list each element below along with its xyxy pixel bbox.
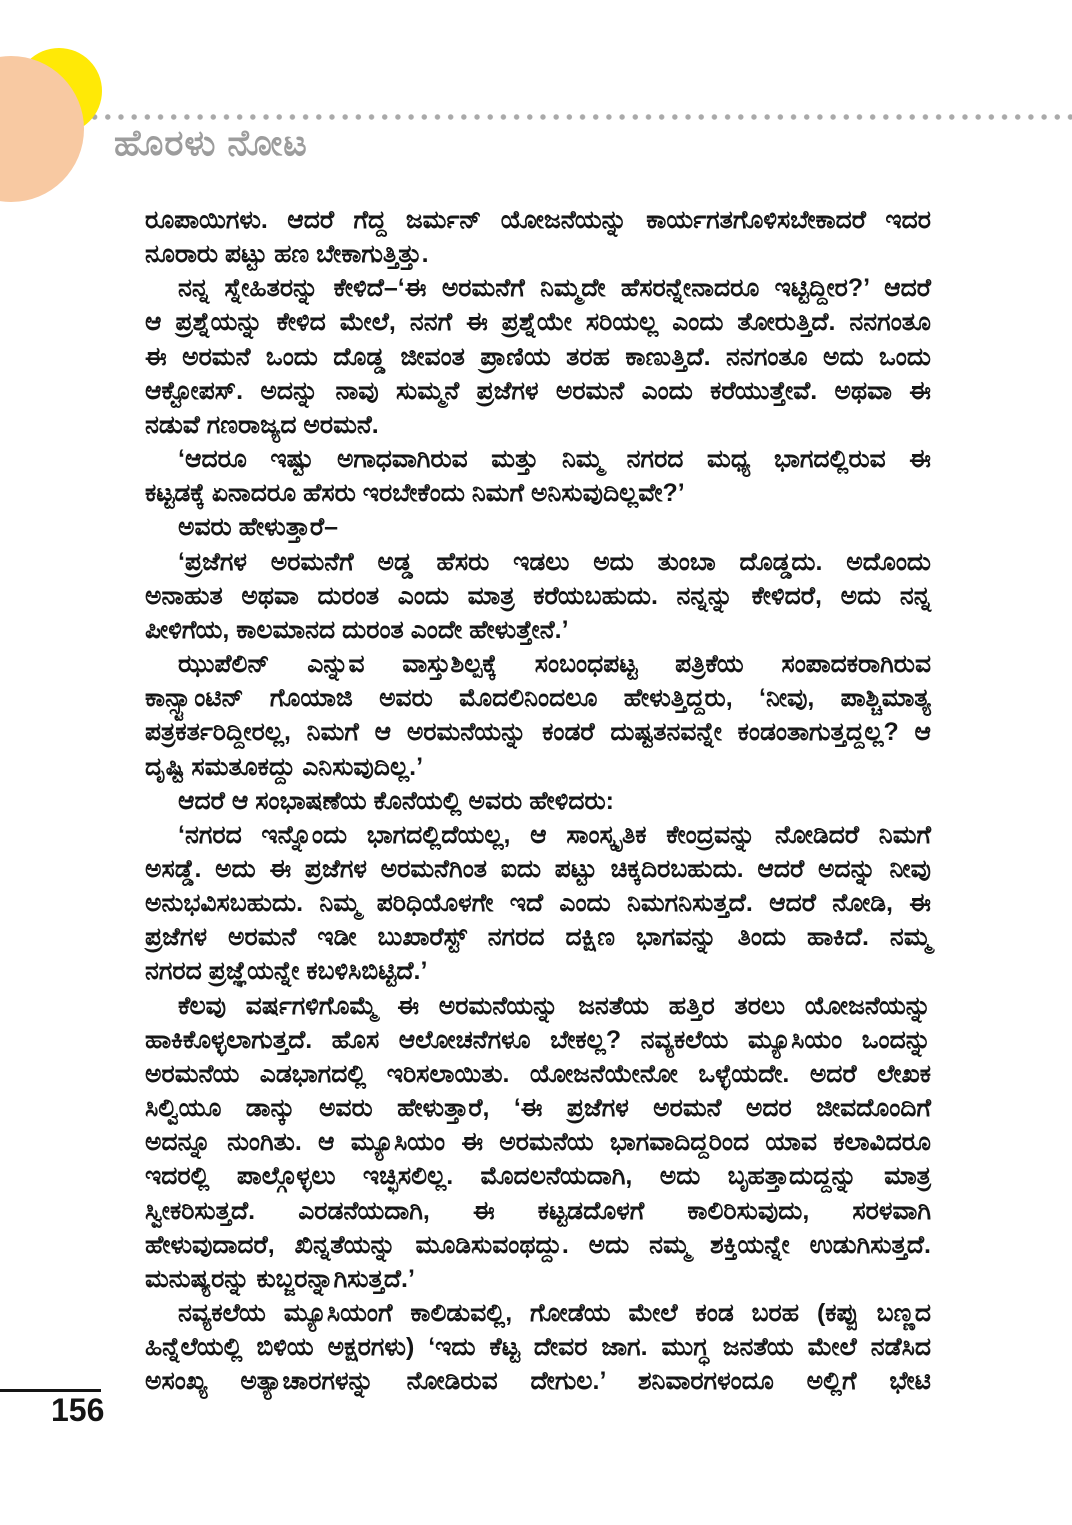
- body-line: ಇದರಲ್ಲಿ ಪಾಲ್ಗೊಳ್ಳಲು ಇಚ್ಛಿಸಲಿಲ್ಲ. ಮೊದಲನೆಯದಾಗಿ, ಅದು ಬೃಹತ್ತಾದುದ್ದನ್ನು ಮಾತ್ರ: [145, 1162, 931, 1191]
- body-line: ಆ ಪ್ರಶ್ನೆಯನ್ನು ಕೇಳಿದ ಮೇಲೆ, ನನಗೆ ಈ ಪ್ರಶ್ನೆಯೇ ಸರಿಯಲ್ಲ ಎಂದು ತೋರುತ್ತಿದೆ. ನನಗಂತೂ: [145, 308, 931, 337]
- body-line: ಪತ್ರಕರ್ತರಿದ್ದೀರಲ್ಲ, ನಿಮಗೆ ಆ ಅರಮನೆಯನ್ನು ಕಂಡರೆ ದುಷ್ಟತನವನ್ನೇ ಕಂಡಂತಾಗುತ್ತದ್ದಲ್ಲ? ಆ: [145, 718, 931, 747]
- body-line: ಸಿಲ್ವಿಯೂ ಡಾನ್ಕು ಅವರು ಹೇಳುತ್ತಾರೆ, ‘ಈ ಪ್ರಜೆಗಳ ಅರಮನೆ ಅದರ ಜೀವದೊಂದಿಗೆ: [145, 1094, 931, 1123]
- body-line: ಪ್ರಜೆಗಳ ಅರಮನೆ ಇಡೀ ಬುಖಾರೆಸ್ಟ್ ನಗರದ ದಕ್ಷಿಣ ಭಾಗವನ್ನು ತಿಂದು ಹಾಕಿದೆ. ನಮ್ಮ: [145, 923, 931, 952]
- body-line: ಆಕ್ಟೋಪಸ್. ಅದನ್ನು ನಾವು ಸುಮ್ಮನೆ ಪ್ರಜೆಗಳ ಅರಮನೆ ಎಂದು ಕರೆಯುತ್ತೇವೆ. ಅಥವಾ ಈ: [145, 376, 931, 405]
- body-line: ‘ನಗರದ ಇನ್ನೊಂದು ಭಾಗದಲ್ಲಿದೆಯಲ್ಲ, ಆ ಸಾಂಸ್ಕೃತಿಕ ಕೇಂದ್ರವನ್ನು ನೋಡಿದರೆ ನಿಮಗೆ: [178, 820, 931, 849]
- body-line: ರೂಪಾಯಿಗಳು. ಆದರೆ ಗೆದ್ದ ಜರ್ಮನ್ ಯೋಜನೆಯನ್ನು ಕಾರ್ಯಗತಗೊಳಿಸಬೇಕಾದರೆ ಇದರ: [145, 206, 931, 234]
- body-line: ನಗರದ ಪ್ರಜ್ಞೆಯನ್ನೇ ಕಬಳಿಸಿಬಿಟ್ಟಿದೆ.’: [145, 957, 428, 986]
- page-number: 156: [51, 1392, 105, 1428]
- dotted-divider: [88, 112, 1072, 122]
- body-line: ನನ್ನ ಸ್ನೇಹಿತರನ್ನು ಕೇಳಿದೆ–‘ಈ ಅರಮನೆಗೆ ನಿಮ್ಮದೇ ಹೆಸರನ್ನೇನಾದರೂ ಇಟ್ಟಿದ್ದೀರ?’ ಆದರೆ: [178, 274, 931, 303]
- body-line: ನೂರಾರು ಪಟ್ಟು ಹಣ ಬೇಕಾಗುತ್ತಿತ್ತು.: [145, 240, 429, 269]
- body-line: ದೃಷ್ಟಿ ಸಮತೂಕದ್ದು ಎನಿಸುವುದಿಲ್ಲ.’: [145, 752, 424, 781]
- body-line: ಕೆಲವು ವರ್ಷಗಳಿಗೊಮ್ಮೆ ಈ ಅರಮನೆಯನ್ನು ಜನತೆಯ ಹತ್ತಿರ ತರಲು ಯೋಜನೆಯನ್ನು: [178, 991, 931, 1020]
- body-line: ಅನಾಹುತ ಅಥವಾ ದುರಂತ ಎಂದು ಮಾತ್ರ ಕರೆಯಬಹುದು. ನನ್ನನ್ನು ಕೇಳಿದರೆ, ಅದು ನನ್ನ: [145, 581, 931, 610]
- body-text-block: [145, 203, 931, 1398]
- body-line: ಸ್ವೀಕರಿಸುತ್ತದೆ. ಎರಡನೆಯದಾಗಿ, ಈ ಕಟ್ಟಡದೊಳಗೆ ಕಾಲಿರಿಸುವುದು, ಸರಳವಾಗಿ: [145, 1196, 931, 1225]
- body-line: ಕಟ್ಟಡಕ್ಕೆ ಏನಾದರೂ ಹೆಸರು ಇರಬೇಕೆಂದು ನಿಮಗೆ ಅನಿಸುವುದಿಲ್ಲವೇ?’: [145, 479, 685, 508]
- body-line: ಅದನ್ನೂ ನುಂಗಿತು. ಆ ಮ್ಯೂಸಿಯಂ ಈ ಅರಮನೆಯ ಭಾಗವಾದಿದ್ದರಿಂದ ಯಾವ ಕಲಾವಿದರೂ: [145, 1128, 931, 1157]
- body-line: ನಡುವೆ ಗಣರಾಜ್ಯದ ಅರಮನೆ.: [145, 410, 379, 439]
- body-line: ಈ ಅರಮನೆ ಒಂದು ದೊಡ್ಡ ಜೀವಂತ ಪ್ರಾಣಿಯ ತರಹ ಕಾಣುತ್ತಿದೆ. ನನಗಂತೂ ಅದು ಒಂದು: [145, 342, 931, 371]
- body-line: ಹಿನ್ನೆಲೆಯಲ್ಲಿ ಬಿಳಿಯ ಅಕ್ಷರಗಳು) ‘ಇದು ಕೆಟ್ಟ ದೇವರ ಜಾಗ. ಮುಗ್ಧ ಜನತೆಯ ಮೇಲೆ ನಡೆಸಿದ: [145, 1333, 931, 1362]
- body-line: ಪೀಳಿಗೆಯ, ಕಾಲಮಾನದ ದುರಂತ ಎಂದೇ ಹೇಳುತ್ತೇನೆ.’: [145, 615, 569, 644]
- body-line: ಝುಪೆಲಿನ್ ಎನ್ನುವ ವಾಸ್ತುಶಿಲ್ಪಕ್ಕೆ ಸಂಬಂಧಪಟ್ಟ ಪತ್ರಿಕೆಯ ಸಂಪಾದಕರಾಗಿರುವ: [178, 650, 931, 679]
- body-line: ಅನುಭವಿಸಬಹುದು. ನಿಮ್ಮ ಪರಿಧಿಯೊಳಗೇ ಇದೆ ಎಂದು ನಿಮಗನಿಸುತ್ತದೆ. ಆದರೆ ನೋಡಿ, ಈ: [145, 889, 931, 918]
- body-line: ಅವರು ಹೇಳುತ್ತಾರೆ–: [178, 513, 339, 542]
- body-line: ‘ಆದರೂ ಇಷ್ಟು ಅಗಾಧವಾಗಿರುವ ಮತ್ತು ನಿಮ್ಮ ನಗರದ ಮಧ್ಯ ಭಾಗದಲ್ಲಿರುವ ಈ: [178, 445, 931, 474]
- body-line: ಅಸಡ್ಡೆ. ಅದು ಈ ಪ್ರಜೆಗಳ ಅರಮನೆಗಿಂತ ಐದು ಪಟ್ಟು ಚಿಕ್ಕದಿರಬಹುದು. ಆದರೆ ಅದನ್ನು ನೀವು: [145, 854, 931, 883]
- body-line: ‘ಪ್ರಜೆಗಳ ಅರಮನೆಗೆ ಅಡ್ಡ ಹೆಸರು ಇಡಲು ಅದು ತುಂಬಾ ದೊಡ್ಡದು. ಅದೊಂದು: [178, 547, 931, 576]
- body-line: ಅರಮನೆಯ ಎಡಭಾಗದಲ್ಲಿ ಇರಿಸಲಾಯಿತು. ಯೋಜನೆಯೇನೋ ಒಳ್ಳೆಯದೇ. ಅದರೆ ಲೇಖಕ: [145, 1059, 931, 1088]
- body-line: ಹಾಕಿಕೊಳ್ಳಲಾಗುತ್ತದೆ. ಹೊಸ ಆಲೋಚನೆಗಳೂ ಬೇಕಲ್ಲ? ನವ್ಯಕಲೆಯ ಮ್ಯೂಸಿಯಂ ಒಂದನ್ನು: [145, 1025, 931, 1054]
- body-line: ಆದರೆ ಆ ಸಂಭಾಷಣೆಯ ಕೊನೆಯಲ್ಲಿ ಅವರು ಹೇಳಿದರು:: [178, 786, 615, 815]
- body-line: ಮನುಷ್ಯರನ್ನು ಕುಬ್ಜರನ್ನಾಗಿಸುತ್ತದೆ.’: [145, 1264, 415, 1293]
- body-line: ಅಸಂಖ್ಯ ಅತ್ಯಾಚಾರಗಳನ್ನು ನೋಡಿರುವ ದೇಗುಲ.’ ಶನಿವಾರಗಳಂದೂ ಅಲ್ಲಿಗೆ ಭೇಟಿ: [145, 1367, 931, 1396]
- body-line: ಕಾನ್ಸ್ಟಾಂಟಿನ್ ಗೊಯಾಜಿ ಅವರು ಮೊದಲಿನಿಂದಲೂ ಹೇಳುತ್ತಿದ್ದರು, ‘ನೀವು, ಪಾಶ್ಚಿಮಾತ್ಯ: [145, 684, 931, 713]
- body-line: ನವ್ಯಕಲೆಯ ಮ್ಯೂಸಿಯಂಗೆ ಕಾಲಿಡುವಲ್ಲಿ, ಗೋಡೆಯ ಮೇಲೆ ಕಂಡ ಬರಹ (ಕಪ್ಪು ಬಣ್ಣದ: [178, 1299, 931, 1327]
- section-title: ಹೊರಳು ನೋಟ: [114, 122, 308, 163]
- body-line: ಹೇಳುವುದಾದರೆ, ಖಿನ್ನತೆಯನ್ನು ಮೂಡಿಸುವಂಥದ್ದು. ಅದು ನಮ್ಮ ಶಕ್ತಿಯನ್ನೇ ಉಡುಗಿಸುತ್ತದೆ.: [145, 1230, 931, 1259]
